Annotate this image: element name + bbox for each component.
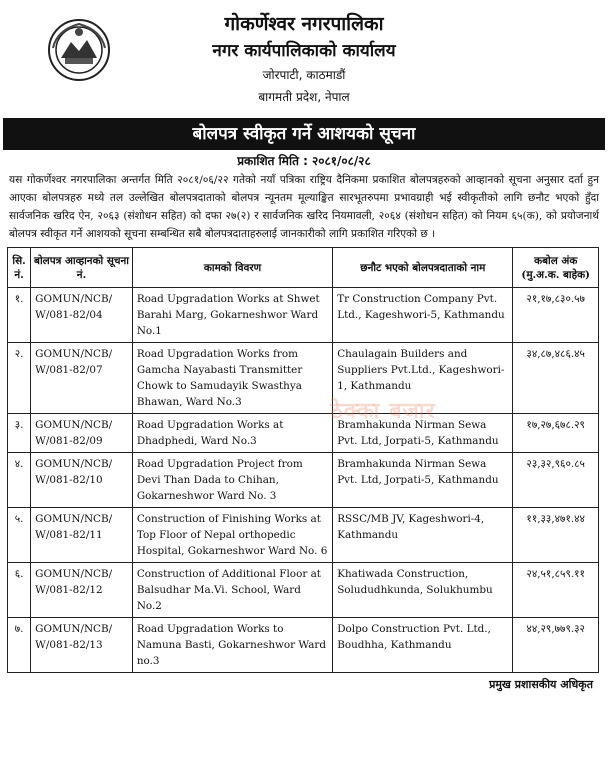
row-bidder: RSSC/MB JV, Kageshwori-4, Kathmandu <box>333 508 513 563</box>
row-sn: ६. <box>8 563 31 618</box>
table-row <box>8 288 599 343</box>
table-row <box>8 414 599 453</box>
published-date: प्रकाशित मिति : २०८१/०८/२८ <box>237 154 371 168</box>
notice-title: बोलपत्र स्वीकृत गर्ने आशयको सूचना <box>3 118 605 150</box>
row-amount: ४४,२९,७७९.३२ <box>513 618 599 673</box>
row-amount: २१,१७,८३०.५७ <box>513 288 599 343</box>
row-notice-no: GOMUN/NCB/ W/081-82/12 <box>31 563 133 618</box>
col-header-sn: सि. नं. <box>8 248 31 288</box>
row-sn: २. <box>8 343 31 414</box>
row-work: Construction of Finishing Works at Top Floor of Nepal orthopedic Hospital, Gokarneshwor Ward No. 6 <box>132 508 332 563</box>
table-header-row <box>8 248 599 288</box>
row-work: Road Upgradation Project from Devi Than Dada to Chihan, Gokarneshwor Ward No. 3 <box>132 453 332 508</box>
row-amount: ३४,८७,४८६.४५ <box>513 343 599 414</box>
table-row <box>8 453 599 508</box>
watermark: ठेक्का बजार <box>330 399 436 424</box>
intro-paragraph: यस गोकर्णेश्वर नगरपालिका अन्तर्गत मिति २०८१/०६/२२ गतेको नयाँ पत्रिका राष्ट्रिय दैनिकमा प्रकाशित बोलपत्रहरुको आव्हानको सूचना अनुसार दर्ता हुन आएका बोलपत्रहरु मध्ये तल उल्लेखित बोलपत्रदाताको बोलपत्र न्यूनतम मूल्याङ्कित सारभूतरुपमा प्रभावग्राही भई स्वीकृतीको लागि छनौट भएको हुँदा सार्वजनिक खरिद ऐन, २०६३ (संशोधन सहित) को दफा २७(२) र सार्वजनिक खरिद नियमावली, २०६४ (संशोधन सहित) को नियम ६५(क), को प्रयोजनार्थ बोलपत्र स्वीकृत गर्ने आशयको सूचना सम्बन्धित सबै बोलपत्रदाताहरुलाई जानकारीको लागि प्रकाशित गरिएको छ । <box>9 174 599 240</box>
row-sn: ४. <box>8 453 31 508</box>
table-row <box>8 343 599 414</box>
row-work: Road Upgradation Works from Gamcha Nayabasti Transmitter Chowk to Samudayik Swasthya Bhawan, Ward No.3 <box>132 343 332 414</box>
col-header-notice-no: बोलपत्र आव्हानको सूचना नं. <box>31 248 133 288</box>
row-bidder: Khatiwada Construction, Solududhkunda, Solukhumbu <box>333 563 513 618</box>
letterhead <box>3 0 605 118</box>
table-row <box>8 563 599 618</box>
signatory: प्रमुख प्रशासकीय अधिकृत <box>489 678 593 691</box>
row-work: Road Upgradation Works at Dhadphedi, Ward No.3 <box>132 414 332 453</box>
selected-bids-table <box>7 247 599 673</box>
office-address: जोरपाटी, काठमाडौं <box>262 68 346 82</box>
row-amount: २३,३२,९६०.८५ <box>513 453 599 508</box>
row-notice-no: GOMUN/NCB/ W/081-82/04 <box>31 288 133 343</box>
row-amount: ११,३३,४७१.४४ <box>513 508 599 563</box>
row-sn: ७. <box>8 618 31 673</box>
office-name: नगर कार्यपालिकाको कार्यालय <box>212 41 396 61</box>
row-bidder: Bramhakunda Nirman Sewa Pvt. Ltd, Jorpati-5, Kathmandu <box>333 453 513 508</box>
row-sn: ५. <box>8 508 31 563</box>
table-row <box>8 508 599 563</box>
row-bidder: Tr Construction Company Pvt. Ltd., Kageshwori-5, Kathmandu <box>333 288 513 343</box>
row-notice-no: GOMUN/NCB/ W/081-82/09 <box>31 414 133 453</box>
row-amount: १७,२७,६७८.२९ <box>513 414 599 453</box>
row-notice-no: GOMUN/NCB/ W/081-82/10 <box>31 453 133 508</box>
row-notice-no: GOMUN/NCB/ W/081-82/11 <box>31 508 133 563</box>
col-header-work: कामको विवरण <box>132 248 332 288</box>
province-name: बागमती प्रदेश, नेपाल <box>258 90 350 104</box>
row-amount: २४,५१,८५९.११ <box>513 563 599 618</box>
row-bidder: Bramhakunda Nirman Sewa Pvt. Ltd, Jorpati-5, Kathmandu <box>333 414 513 453</box>
col-header-bidder: छनौट भएको बोलपत्रदाताको नाम <box>333 248 513 288</box>
row-bidder: Chaulagain Builders and Suppliers Pvt.Ltd., Kageshwori-1, Kathmandu <box>333 343 513 414</box>
table-row <box>8 618 599 673</box>
row-sn: १. <box>8 288 31 343</box>
col-header-amount: कबोल अंक (मु.अ.क. बाहेक) <box>513 248 599 288</box>
row-work: Construction of Additional Floor at Balsudhar Ma.Vi. School, Ward No.2 <box>132 563 332 618</box>
row-notice-no: GOMUN/NCB/ W/081-82/07 <box>31 343 133 414</box>
row-work: Road Upgradation Works to Namuna Basti, Gokarneshwor Ward no.3 <box>132 618 332 673</box>
row-bidder: Dolpo Construction Pvt. Ltd., Boudhha, Kathmandu <box>333 618 513 673</box>
row-work: Road Upgradation Works at Shwet Barahi Marg, Gokarneshwor Ward No.1 <box>132 288 332 343</box>
row-notice-no: GOMUN/NCB/ W/081-82/13 <box>31 618 133 673</box>
row-sn: ३. <box>8 414 31 453</box>
org-name: गोकर्णेश्वर नगरपालिका <box>224 13 384 35</box>
